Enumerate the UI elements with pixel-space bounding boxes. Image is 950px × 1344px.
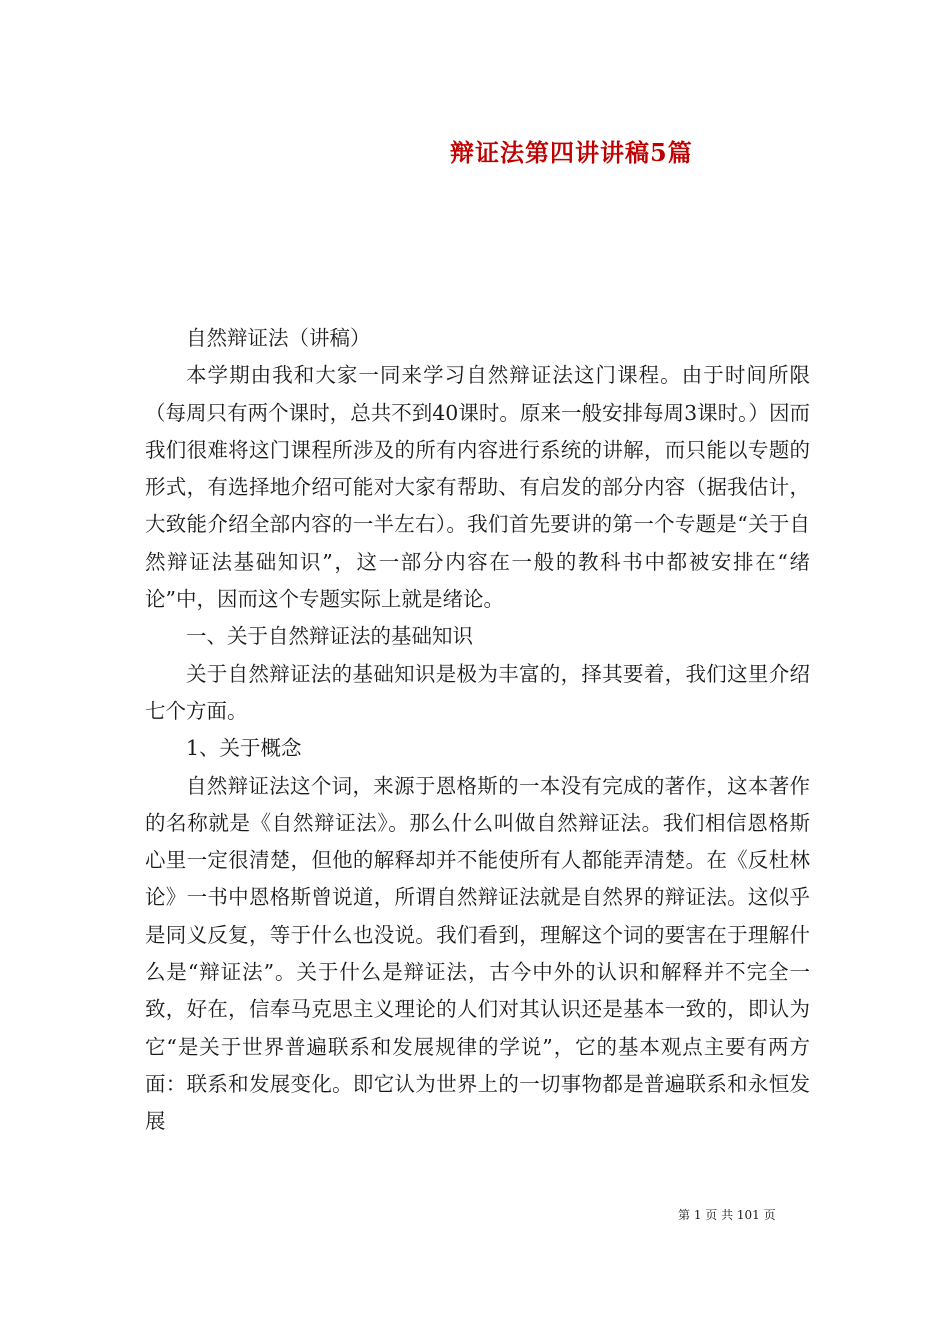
paragraph-concept: 自然辩证法这个词，来源于恩格斯的一本没有完成的著作，这本著作的名称就是《自然辩证法》。那么什么叫做自然辩证法。我们相信恩格斯心里一定很清楚，但他的解释却并不能使所有人都能弄清楚。在《反杜林论》一书中恩格斯曾说道，所谓自然辩证法就是自然界的辩证法。这似乎是同义反复，等于什么也没说。我们看到，理解这个词的要害在于理解什么是“辩证法”。关于什么是辩证法，古今中外的认识和解释并不完全一致，好在，信奉马克思主义理论的人们对其认识还是基本一致的，即认为它“是关于世界普遍联系和发展规律的学说”，它的基本观点主要有两方面：联系和发展变化。即它认为世界上的一切事物都是普遍联系和永恒发展 xyxy=(145,773,810,1134)
paragraph-lecture-heading: 自然辩证法（讲稿） xyxy=(186,326,371,350)
section-heading-basics: 一、关于自然辩证法的基础知识 xyxy=(186,624,473,649)
subsection-heading-concept: 1、关于概念 xyxy=(186,736,302,761)
document-body xyxy=(145,320,810,1141)
paragraph-basics-overview: 关于自然辩证法的基础知识是极为丰富的，择其要着，我们这里介绍七个方面。 xyxy=(145,661,810,723)
page-number-footer: 第 1 页 共 101 页 xyxy=(678,1208,776,1222)
paragraph-intro: 本学期由我和大家一同来学习自然辩证法这门课程。由于时间所限（每周只有两个课时，总共不到40课时。原来一般安排每周3课时。）因而我们很难将这门课程所涉及的所有内容进行系统的讲解，而只能以专题的形式，有选择地介绍可能对大家有帮助、有启发的部分内容（据我估计，大致能介绍全部内容的一半左右）。我们首先要讲的第一个专题是“关于自然辩证法基础知识”，这一部分内容在一般的教科书中都被安排在“绪论”中，因而这个专题实际上就是绪论。 xyxy=(145,363,810,612)
document-title: 辩证法第四讲讲稿5篇 xyxy=(450,138,693,167)
